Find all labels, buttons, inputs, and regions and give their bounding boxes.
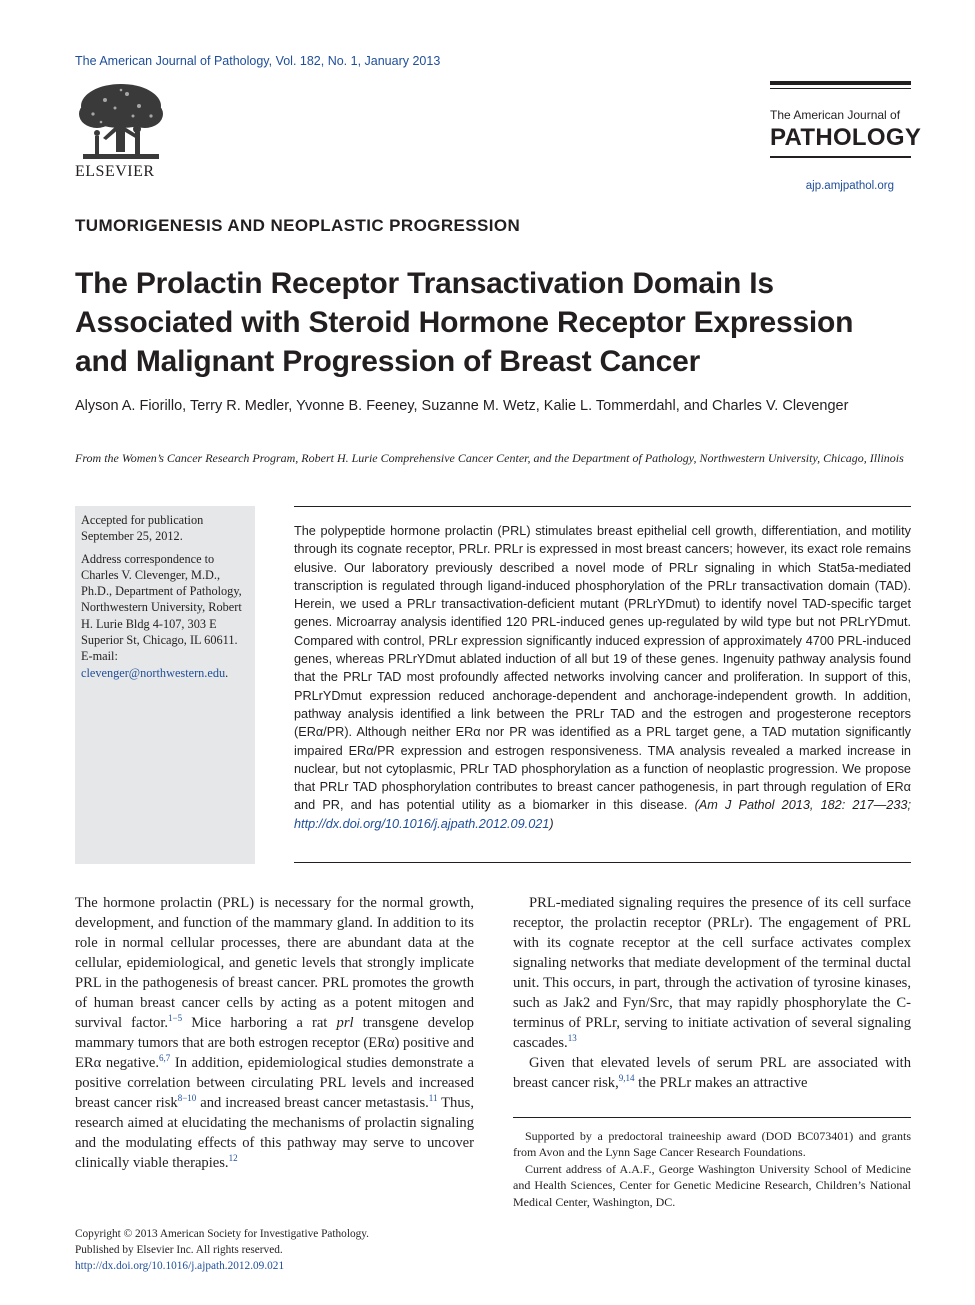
abstract-citation: (Am J Pathol 2013, 182: 217—233; <box>694 798 911 813</box>
body-left-column <box>75 893 474 1173</box>
reference-link[interactable]: 13 <box>567 1033 577 1043</box>
funding-footnote: Supported by a predoctoral traineeship award (DOD BC073401) and grants from Avon and the Lynn Sage Cancer Research Foundations. <box>513 1129 911 1160</box>
abstract-citation-close: ) <box>549 816 554 831</box>
footnotes <box>513 1128 911 1210</box>
text-run: PRL-mediated signaling requires the presence of its cell surface receptor, the prolactin receptor (PRLr). The engagement of PRL with its cognate receptor at the cell surface activates complex signaling networks that mediate development of the terminal ductal unit. This occurs, in part, through the activation of tyrosine kinases, such as Jak2 and Fyn/Src, that may rapidly phosphorylate the C-terminus of PRLr, serving to initiate activation of several signaling cascades. <box>513 895 911 1051</box>
body-paragraph <box>513 893 911 1053</box>
journal-brand-title: PATHOLOGY <box>770 124 922 151</box>
body-right-column <box>513 893 911 1093</box>
elsevier-tree-icon <box>75 80 167 164</box>
publisher-line: Published by Elsevier Inc. All rights reserved. <box>75 1244 283 1256</box>
brand-thin-rule <box>770 88 911 89</box>
reference-link[interactable]: 6,7 <box>159 1053 171 1063</box>
text-run: transgene develop mammary tumors that are both estrogen receptor (ERα) positive and ERα negative. <box>75 1015 474 1071</box>
affiliation: From the Women’s Cancer Research Program, Robert H. Lurie Comprehensive Cancer Center, and the Department of Pathology, Northwestern University, Chicago, Illinois <box>75 451 904 465</box>
journal-url-link[interactable]: ajp.amjpathol.org <box>805 180 894 192</box>
text-run: Given that elevated levels of serum PRL are associated with breast cancer risk, <box>513 1055 911 1091</box>
abstract-doi-link[interactable]: http://dx.doi.org/10.1016/j.ajpath.2012.09.021 <box>294 816 550 831</box>
journal-citation: The American Journal of Pathology, Vol. 182, No. 1, January 2013 <box>75 54 441 68</box>
text-run: and increased breast cancer metastasis. <box>196 1095 429 1111</box>
text-run: The hormone prolactin (PRL) is necessary for the normal growth, development, and function of the mammary gland. In addition to its role in normal cellular processes, there are abundant data at the cellular, epidemiological, and genetic levels that strongly implicate PRL in the pathogenesis of breast cancer. PRL promotes the growth of human breast cancer cells by acting as a potent mitogen and survival factor. <box>75 895 474 1031</box>
abstract-bottom-rule <box>294 862 911 863</box>
title-line: Associated with Steroid Hormone Receptor Expression <box>75 306 854 339</box>
reference-link[interactable]: 1−5 <box>168 1013 183 1023</box>
intro-paragraph <box>75 893 474 1173</box>
article-title <box>75 264 915 381</box>
address-footnote: Current address of A.A.F., George Washington University School of Medicine and Health Sciences, Center for Genetic Medicine Research, Children’s National Medical Center, Washington, DC. <box>513 1161 911 1209</box>
article-doi-link[interactable]: http://dx.doi.org/10.1016/j.ajpath.2012.09.021 <box>75 1260 285 1272</box>
brand-bottom-rule <box>770 156 911 158</box>
correspondence-text: Address correspondence to Charles V. Clevenger, M.D., Ph.D., Department of Pathology, Northwestern University, Robert H. Lurie Bldg 4-107, 303 E Superior St, Chicago, IL 60611. E-mail: <box>81 551 242 664</box>
author-list: Alyson A. Fiorillo, Terry R. Medler, Yvonne B. Feeney, Suzanne M. Wetz, Kalie L. Tommerdahl, and Charles V. Clevenger <box>75 398 849 414</box>
abstract-body: The polypeptide hormone prolactin (PRL) stimulates breast epithelial cell growth, differentiation, and motility through its cognate receptor, PRLr. PRLr is expressed in most breast cancers; however, its exact role remains elusive. Our laboratory previously described a novel mode of PRLr signaling in which Stat5a-mediated transcription is regulated through ligand-induced phosphorylation of the PRLr transactivation domain (TAD). Herein, we used a PRLr transactivation-deficient mutant (PRLrYDmut) to identify novel TAD-specific target genes. Microarray analysis identified 120 PRL-induced genes up-regulated by wild type but not PRLrYDmut. Compared with control, PRLr expression significantly induced expression of approximately 4700 PRL-induced genes, whereas PRLrYDmut ablated induction of all but 19 of these genes. Ingenuity pathway analysis found that the PRLr TAD most profoundly affected networks involving cancer and proliferation. In support of this, PRLrYDmut expression reduced anchorage-dependent and anchorage-independent growth. In addition, pathway analysis identified a link between the PRLr TAD and the estrogen and progesterone receptors (ERα/PR). Although neither ERα nor PR was identified as a PRL target gene, a TAD mutation significantly impaired ERα/PR expression and estrogen responsiveness. TMA analysis revealed a marked increase in nuclear, but not cytoplasmic, PRLr TAD phosphorylation as a function of neoplastic progression. We propose that PRLr TAD phosphorylation contributes to breast cancer pathogenesis, in part through regulation of ERα and PR, and has potential utility as a biomarker in this disease. <box>294 524 911 813</box>
body-paragraph <box>513 1053 911 1093</box>
section-heading: TUMORIGENESIS AND NEOPLASTIC PROGRESSION <box>75 216 521 235</box>
correspondence-address <box>81 551 250 681</box>
text-run: the PRLr makes an attractive <box>634 1075 808 1091</box>
reference-link[interactable]: 8−10 <box>177 1093 197 1103</box>
footnote-rule <box>513 1117 911 1118</box>
elsevier-wordmark: ELSEVIER <box>75 163 155 180</box>
reference-link[interactable]: 9,14 <box>618 1073 635 1083</box>
text-run: In addition, epidemiological studies demonstrate a positive correlation between circulating PRL levels and increased breast cancer risk <box>75 1055 474 1111</box>
gene-name: prl <box>336 1015 354 1031</box>
title-line: The Prolactin Receptor Transactivation Domain Is <box>75 267 774 300</box>
abstract-top-rule <box>294 506 911 507</box>
reference-link[interactable]: 11 <box>428 1093 438 1103</box>
brand-top-rule <box>770 81 911 85</box>
email-suffix: . <box>225 665 229 680</box>
journal-brand-subtitle: The American Journal of <box>770 108 901 122</box>
text-run: Mice harboring a rat <box>182 1015 337 1031</box>
copyright-line: Copyright © 2013 American Society for Investigative Pathology. <box>75 1228 369 1240</box>
copyright-block <box>75 1226 369 1274</box>
reference-link[interactable]: 12 <box>228 1153 238 1163</box>
article-info-sidebar <box>75 506 255 864</box>
accepted-date: Accepted for publication September 25, 2012. <box>81 513 204 544</box>
correspondence-email-link[interactable]: clevenger@northwestern.edu <box>81 665 226 680</box>
title-line: and Malignant Progression of Breast Cancer <box>75 345 701 378</box>
abstract <box>294 522 911 833</box>
text-run: Thus, research aimed at elucidating the mechanisms of prolactin signaling and the modulating effects of this pathway may serve to uncover clinically viable therapies. <box>75 1095 474 1171</box>
